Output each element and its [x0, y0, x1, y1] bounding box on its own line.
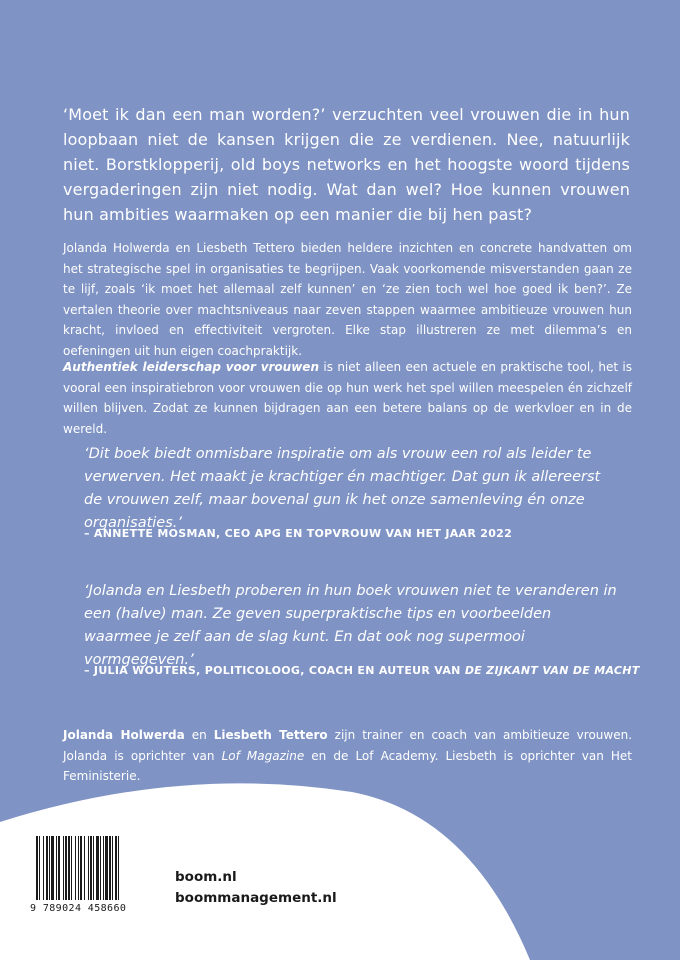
barcode-bar	[103, 836, 104, 900]
barcode-bar	[51, 836, 54, 900]
barcode-bar	[43, 836, 44, 900]
barcode-bar	[115, 836, 117, 900]
barcode-bar	[88, 836, 89, 900]
isbn-number: 9 789024 458660	[30, 903, 127, 914]
barcode-bar	[56, 836, 57, 900]
barcode-bar	[63, 836, 64, 900]
barcode-bar	[93, 836, 94, 900]
barcode-bar	[84, 836, 85, 900]
quote-mosman-attribution: – ANNETTE MOSMAN, CEO APG EN TOPVROUW VAN HET JAAR 2022	[84, 527, 513, 540]
magazine-name: Lof Magazine	[221, 748, 305, 763]
barcode-bar	[58, 836, 60, 900]
barcode-bar	[105, 836, 108, 900]
bio-text-2: en de Lof Academy. Liesbeth is oprichter van Het Feministerie.	[63, 748, 632, 783]
publisher-site-1[interactable]: boom.nl	[175, 869, 237, 885]
publisher-links	[175, 867, 337, 909]
author-2-name: Liesbeth Tettero	[213, 728, 328, 742]
bio-and: en	[184, 728, 214, 742]
author-1-name: Jolanda Holwerda	[63, 728, 185, 742]
barcode-bar	[49, 836, 50, 900]
attribution-prefix: – JULIA WOUTERS, POLITICOLOOG, COACH EN AUTEUR VAN	[84, 664, 465, 677]
barcode-bar	[75, 836, 76, 900]
book-title-inline: Authentiek leiderschap voor vrouwen	[63, 360, 319, 374]
barcode-bar	[80, 836, 82, 900]
barcode-bar	[46, 836, 48, 900]
description-paragraph-1: Jolanda Holwerda en Liesbeth Tettero bieden heldere inzichten en concrete handvatten om het strategische spel in organisaties te begrijpen. Vaak voorkomende misverstanden gaan ze te lijf, zoals ‘ik moet het allemaal zelf kunnen’ en ‘ze zien toch wel hoe goed ik ben?’. Ze vertalen theorie over machtsniveaus naar zeven stappen waarmee ambitieuze vrouwen hun kracht, invloed en effectiviteit vergroten. Elke stap illustreren ze met dilemma’s en oefeningen uit hun eigen coachpraktijk.	[63, 241, 632, 358]
attribution-book-title: DE ZIJKANT VAN DE MACHT	[464, 664, 640, 677]
quote-wouters: ‘Jolanda en Liesbeth proberen in hun boek vrouwen niet te veranderen in een (halve) man. Ze geven superpraktische tips en voorbeelden waarmee je zelf aan de slag kunt. En dat ook nog supermooi vormgegeven.’	[84, 583, 617, 668]
barcode-bar	[68, 836, 70, 900]
barcode-bar	[100, 836, 101, 900]
intro-text: ‘Moet ik dan een man worden?’ verzuchten veel vrouwen die in hun loopbaan niet de kansen krijgen die ze verdienen. Nee, natuurlijk niet. Borstklopperij, old boys networks en het hoogste woord tijdens vergaderingen zijn niet nodig. Wat dan wel? Hoe kunnen vrouwen hun ambities waarmaken op een manier die bij hen past?	[63, 105, 630, 224]
quote-mosman: ‘Dit boek biedt onmisbare inspiratie om als vrouw een rol als leider te verwerven. Het maakt je krachtiger én machtiger. Dat gun ik allereerst de vrouwen zelf, maar bovenal gun ik het onze samenleving én onze organisaties.’	[84, 446, 601, 531]
barcode-bar	[78, 836, 79, 900]
barcode-bar	[118, 836, 119, 900]
barcode-bar	[39, 836, 40, 900]
barcode-bar	[109, 836, 111, 900]
barcode-bar	[112, 836, 113, 900]
barcode	[36, 836, 130, 900]
barcode-bar	[90, 836, 92, 900]
barcode-bar	[36, 836, 38, 900]
barcode-bar	[65, 836, 67, 900]
publisher-site-2[interactable]: boommanagement.nl	[175, 890, 337, 906]
paragraph-2-rest: is niet alleen een actuele en praktische tool, het is vooral een inspiratiebron voor vrouwen die op hun werk het spel willen meespelen én zichzelf willen blijven. Zodat ze kunnen bijdragen aan een betere balans op de werkvloer en in de wereld.	[63, 360, 632, 436]
barcode-bar	[96, 836, 99, 900]
barcode-bar	[71, 836, 72, 900]
bio-text-1: zijn trainer en coach van ambitieuze vrouwen. Jolanda is oprichter van	[63, 728, 633, 763]
